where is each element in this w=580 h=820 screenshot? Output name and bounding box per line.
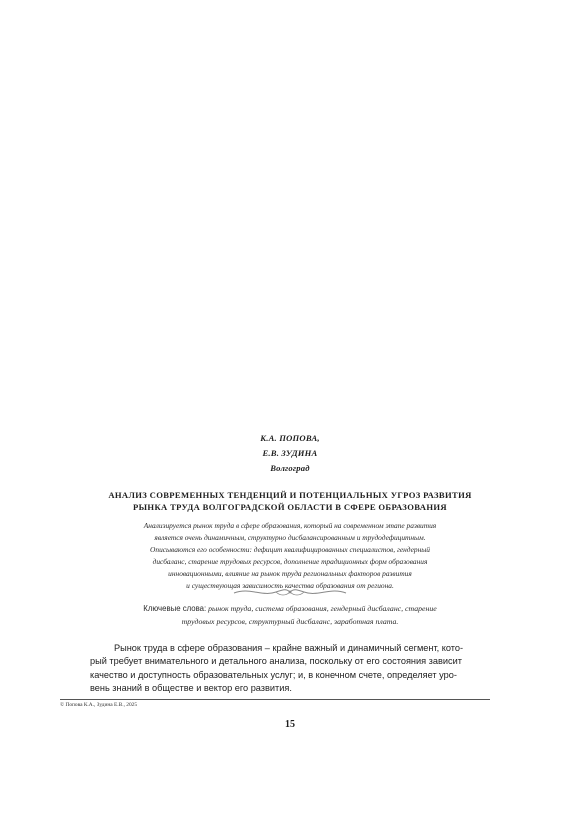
keywords-text: трудовых ресурсов, структурный дисбаланс, заработная плата. bbox=[181, 616, 399, 626]
keywords-text: рынок труда, система образования, гендерный дисбаланс, старение bbox=[208, 604, 437, 613]
copyright-note: © Попова К.А., Зудина Е.В., 2025 bbox=[60, 702, 138, 708]
keywords-line bbox=[90, 603, 490, 616]
body-line: рый требует внимательного и детального анализа, поскольку от его состояния зависит bbox=[90, 656, 462, 667]
body-line: вень знаний в обществе и вектор его развития. bbox=[90, 683, 292, 694]
abstract-line: и существующая зависимость качества образования от региона. bbox=[186, 581, 394, 591]
title-line: АНАЛИЗ СОВРЕМЕННЫХ ТЕНДЕНЦИЙ И ПОТЕНЦИАЛЬНЫХ УГРОЗ РАЗВИТИЯ bbox=[108, 490, 472, 500]
keywords bbox=[90, 603, 490, 628]
author-name: К.А. ПОПОВА, bbox=[260, 433, 320, 443]
body-paragraph bbox=[90, 642, 490, 696]
article-title bbox=[60, 489, 520, 513]
ornament-divider-icon bbox=[230, 585, 350, 599]
keywords-label: Ключевые слова: bbox=[143, 604, 207, 613]
abstract-line: инновационными, влияние на рынок труда региональных факторов развития bbox=[168, 569, 412, 579]
page-number: 15 bbox=[285, 719, 295, 730]
footnote-rule bbox=[60, 699, 490, 700]
abstract-line: дисбаланс, старение трудовых ресурсов, дополнение традиционных форм образования bbox=[152, 557, 428, 567]
abstract-line: Анализируется рынок труда в сфере образования, который на современном этапе развития bbox=[143, 521, 437, 530]
body-line: Рынок труда в сфере образования – крайне важный и динамичный сегмент, кото- bbox=[114, 643, 464, 653]
abstract-line: является очень динамичным, структурно дисбалансированным и трудодефицитным. bbox=[154, 533, 426, 543]
abstract-line: Описываются его особенности: дефицит квалифицированных специалистов, гендерный bbox=[150, 545, 430, 555]
author-name: Е.В. ЗУДИНА bbox=[262, 448, 318, 458]
title-line: РЫНКА ТРУДА ВОЛГОГРАДСКОЙ ОБЛАСТИ В СФЕРЕ ОБРАЗОВАНИЯ bbox=[133, 502, 447, 512]
author-city: Волгоград bbox=[270, 463, 310, 473]
author-block bbox=[0, 431, 580, 476]
abstract bbox=[70, 520, 510, 593]
body-line: качество и доступность образовательных услуг; и, в конечном счете, определяет уро- bbox=[90, 669, 457, 680]
